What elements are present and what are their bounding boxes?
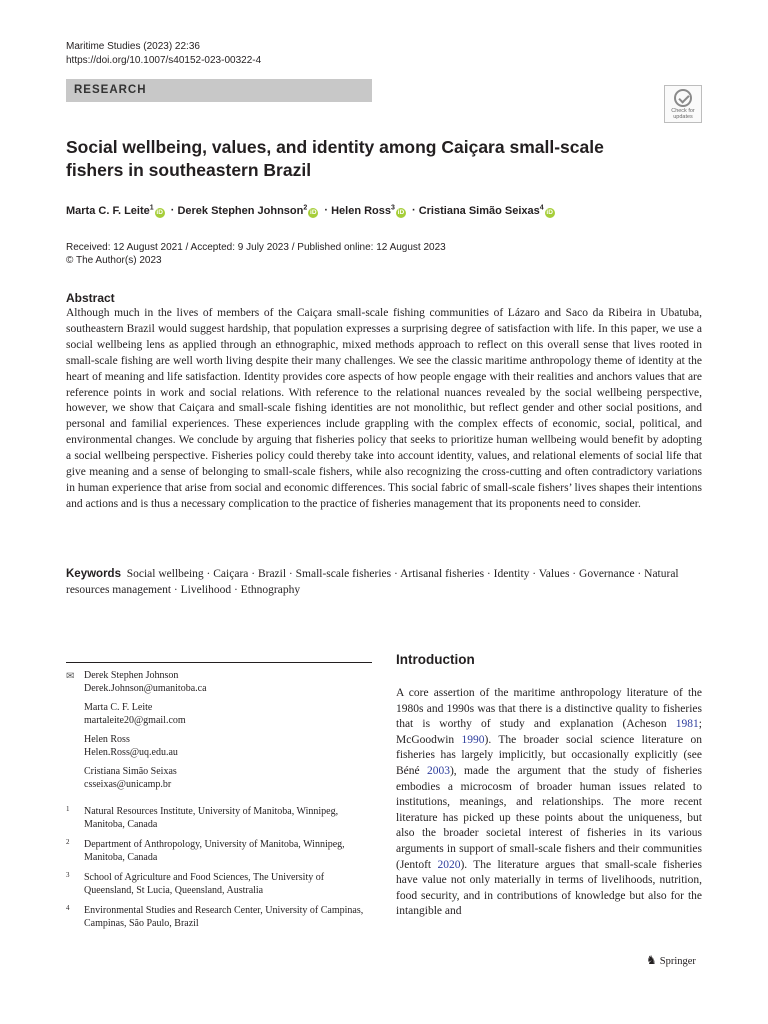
author-name: Marta C. F. Leite [66, 204, 150, 217]
contact-email[interactable]: martaleite20@gmail.com [84, 715, 186, 726]
abstract-body: Although much in the lives of members of the Caiçara small-scale fishing communities of Lázaro and Saco da Ribeira in Ubatuba, southeastern Brazil would suggest hardship, that population expresses a surprising degree of satisfaction with life. In this paper, we use a social wellbeing lens as applied through an ethnographic, mixed methods approach to reflect on this overall sense that lives rooted in small-scale fishing are well worth living despite their many challenges. We see the classic maritime anthropology theme of identity at the heart of meaning and life satisfaction. Identity provides core aspects of how people engage with their realities and anchors values that are reference points in work and social relations. With reference to the relational nuances revealed by the social wellbeing perspective, however, we show that Caiçara and small-scale fishing identities are not monolithic, but reflect gender and other social positions, and personal and familial experiences. These experiences include grappling with the complex effects of economic, social, political, and environmental changes. We conclude by arguing that fisheries policy that seeks to prioritize human wellbeing would benefit by adopting a social wellbeing perspective. Fisheries policy could thereby take into account identity, values, and relational elements of social life that give meaning and a sense of belonging to small-scale fishers, while also recognizing the cross-cutting and often contradictory variations in human experience that arise from social and economic differences. This social fabric of small-scale fishers’ lives shapes their intentions and actions and is thus a necessary complication to the practice of fisheries management that its proponents need to consider. [66, 307, 702, 510]
corresponding-contacts [66, 669, 372, 797]
affiliation-item [66, 805, 372, 831]
contact-email[interactable]: Derek.Johnson@umanitoba.ca [84, 683, 207, 694]
citation-link[interactable]: 1981 [675, 718, 699, 731]
contact-entry [66, 669, 372, 695]
intro-text: ; McGoodwin [396, 718, 702, 746]
citation-link[interactable]: 1990 [461, 733, 485, 746]
intro-text: ). The literature argues that small-scale fisheries have value not only materially in terms of livelihoods, nutrition, food security, and in contributions of knowledge but also for the intangible and [396, 858, 702, 918]
author-affil-num: 4 [539, 204, 544, 211]
affiliation-text: Department of Anthropology, University of Manitoba, Winnipeg, Manitoba, Canada [84, 839, 345, 863]
contact-name: Derek Stephen Johnson [84, 670, 179, 681]
affiliation-item [66, 871, 372, 897]
citation-link[interactable]: 2003 [426, 764, 450, 777]
abstract-heading: Abstract [66, 291, 115, 305]
author-separator: · [411, 204, 416, 217]
affiliations [66, 805, 372, 937]
intro-text: ), made the argument that the study of fisheries embodies a microcosm of broader human issues related to institutions, meanings, and relationships. The more recent literature has picked up these points about the uniqueness, but also the broader societal interest of fisheries in its various arguments in support of small-scale fishers and their communities (Jentoft [396, 764, 702, 871]
introduction-body [396, 686, 702, 920]
affiliation-number: 2 [66, 838, 70, 846]
orcid-icon[interactable]: iD [310, 208, 317, 216]
orcid-icon[interactable]: iD [156, 208, 163, 216]
author-list [66, 204, 558, 218]
affiliation-text: Environmental Studies and Research Center, University of Campinas, Campinas, São Paulo, Brazil [84, 905, 364, 929]
copyright-line: © The Author(s) 2023 [66, 255, 162, 266]
check-updates-label: Check for updates [671, 108, 695, 120]
section-banner: RESEARCH [66, 79, 372, 102]
springer-horse-icon: ♞ [646, 953, 657, 967]
affiliation-item [66, 904, 372, 930]
publisher-name: Springer [659, 956, 696, 967]
author-affil-num: 2 [303, 204, 308, 211]
contact-name: Marta C. F. Leite [84, 702, 153, 713]
affiliation-number: 4 [66, 904, 70, 912]
contact-email[interactable]: Helen.Ross@uq.edu.au [84, 747, 178, 758]
author-separator: · [170, 204, 175, 217]
contact-name: Cristiana Simão Seixas [84, 766, 177, 777]
contact-email[interactable]: csseixas@unicamp.br [84, 779, 172, 790]
orcid-icon[interactable]: iD [397, 208, 405, 216]
affiliation-item [66, 838, 372, 864]
journal-meta [66, 40, 261, 68]
footnote-divider [66, 662, 372, 663]
author-4[interactable] [419, 205, 544, 217]
orcid-icon[interactable]: iD [546, 208, 553, 216]
affiliation-number: 1 [66, 805, 70, 813]
keywords-label: Keywords [66, 568, 121, 580]
dates-line: Received: 12 August 2021 / Accepted: 9 July 2023 / Published online: 12 August 2023 [66, 242, 446, 253]
author-name: Derek Stephen Johnson [177, 204, 304, 217]
contact-name: Helen Ross [84, 734, 130, 745]
intro-text: A core assertion of the maritime anthropology literature of the 1980s and 1990s was that there is a distinctive quality to fisheries that is worthy of study and explanation (Acheson [396, 687, 702, 731]
paper-title: Social wellbeing, values, and identity among Caiçara small-scale fishers in southeastern Brazil [66, 137, 604, 180]
check-for-updates-badge[interactable] [664, 85, 702, 123]
envelope-icon: ✉ [66, 671, 75, 682]
contact-entry [66, 701, 372, 727]
check-circle-icon [674, 89, 692, 107]
author-3[interactable] [331, 205, 395, 217]
author-2[interactable] [177, 205, 307, 217]
journal-citation: Maritime Studies (2023) 22:36 [66, 41, 200, 52]
contact-entry [66, 733, 372, 759]
introduction-heading: Introduction [396, 652, 475, 667]
keywords [66, 566, 702, 598]
contact-entry [66, 765, 372, 791]
keywords-text: Social wellbeing · Caiçara · Brazil · Small-scale fisheries · Artisanal fisheries · Identity · Values · Governance · Natural resources management · Livelihood · Ethnography [66, 568, 679, 596]
author-affil-num: 1 [149, 204, 154, 211]
author-affil-num: 3 [391, 204, 395, 211]
author-name: Helen Ross [331, 204, 391, 217]
affiliation-number: 3 [66, 871, 70, 879]
affiliation-text: School of Agriculture and Food Sciences, The University of Queensland, St Lucia, Queensland, Australia [84, 872, 325, 896]
publication-dates [66, 241, 446, 267]
author-1[interactable] [66, 205, 154, 217]
publisher-logo [646, 953, 696, 968]
author-separator: · [324, 204, 329, 217]
doi-link[interactable]: https://doi.org/10.1007/s40152-023-00322-4 [66, 55, 262, 66]
author-name: Cristiana Simão Seixas [418, 204, 540, 217]
citation-link[interactable]: 2020 [437, 858, 461, 871]
affiliation-text: Natural Resources Institute, University of Manitoba, Winnipeg, Manitoba, Canada [84, 806, 339, 830]
intro-text: ). The broader social science literature on fisheries has largely implicitly, but occasionally explicitly (see Béné [396, 733, 702, 777]
